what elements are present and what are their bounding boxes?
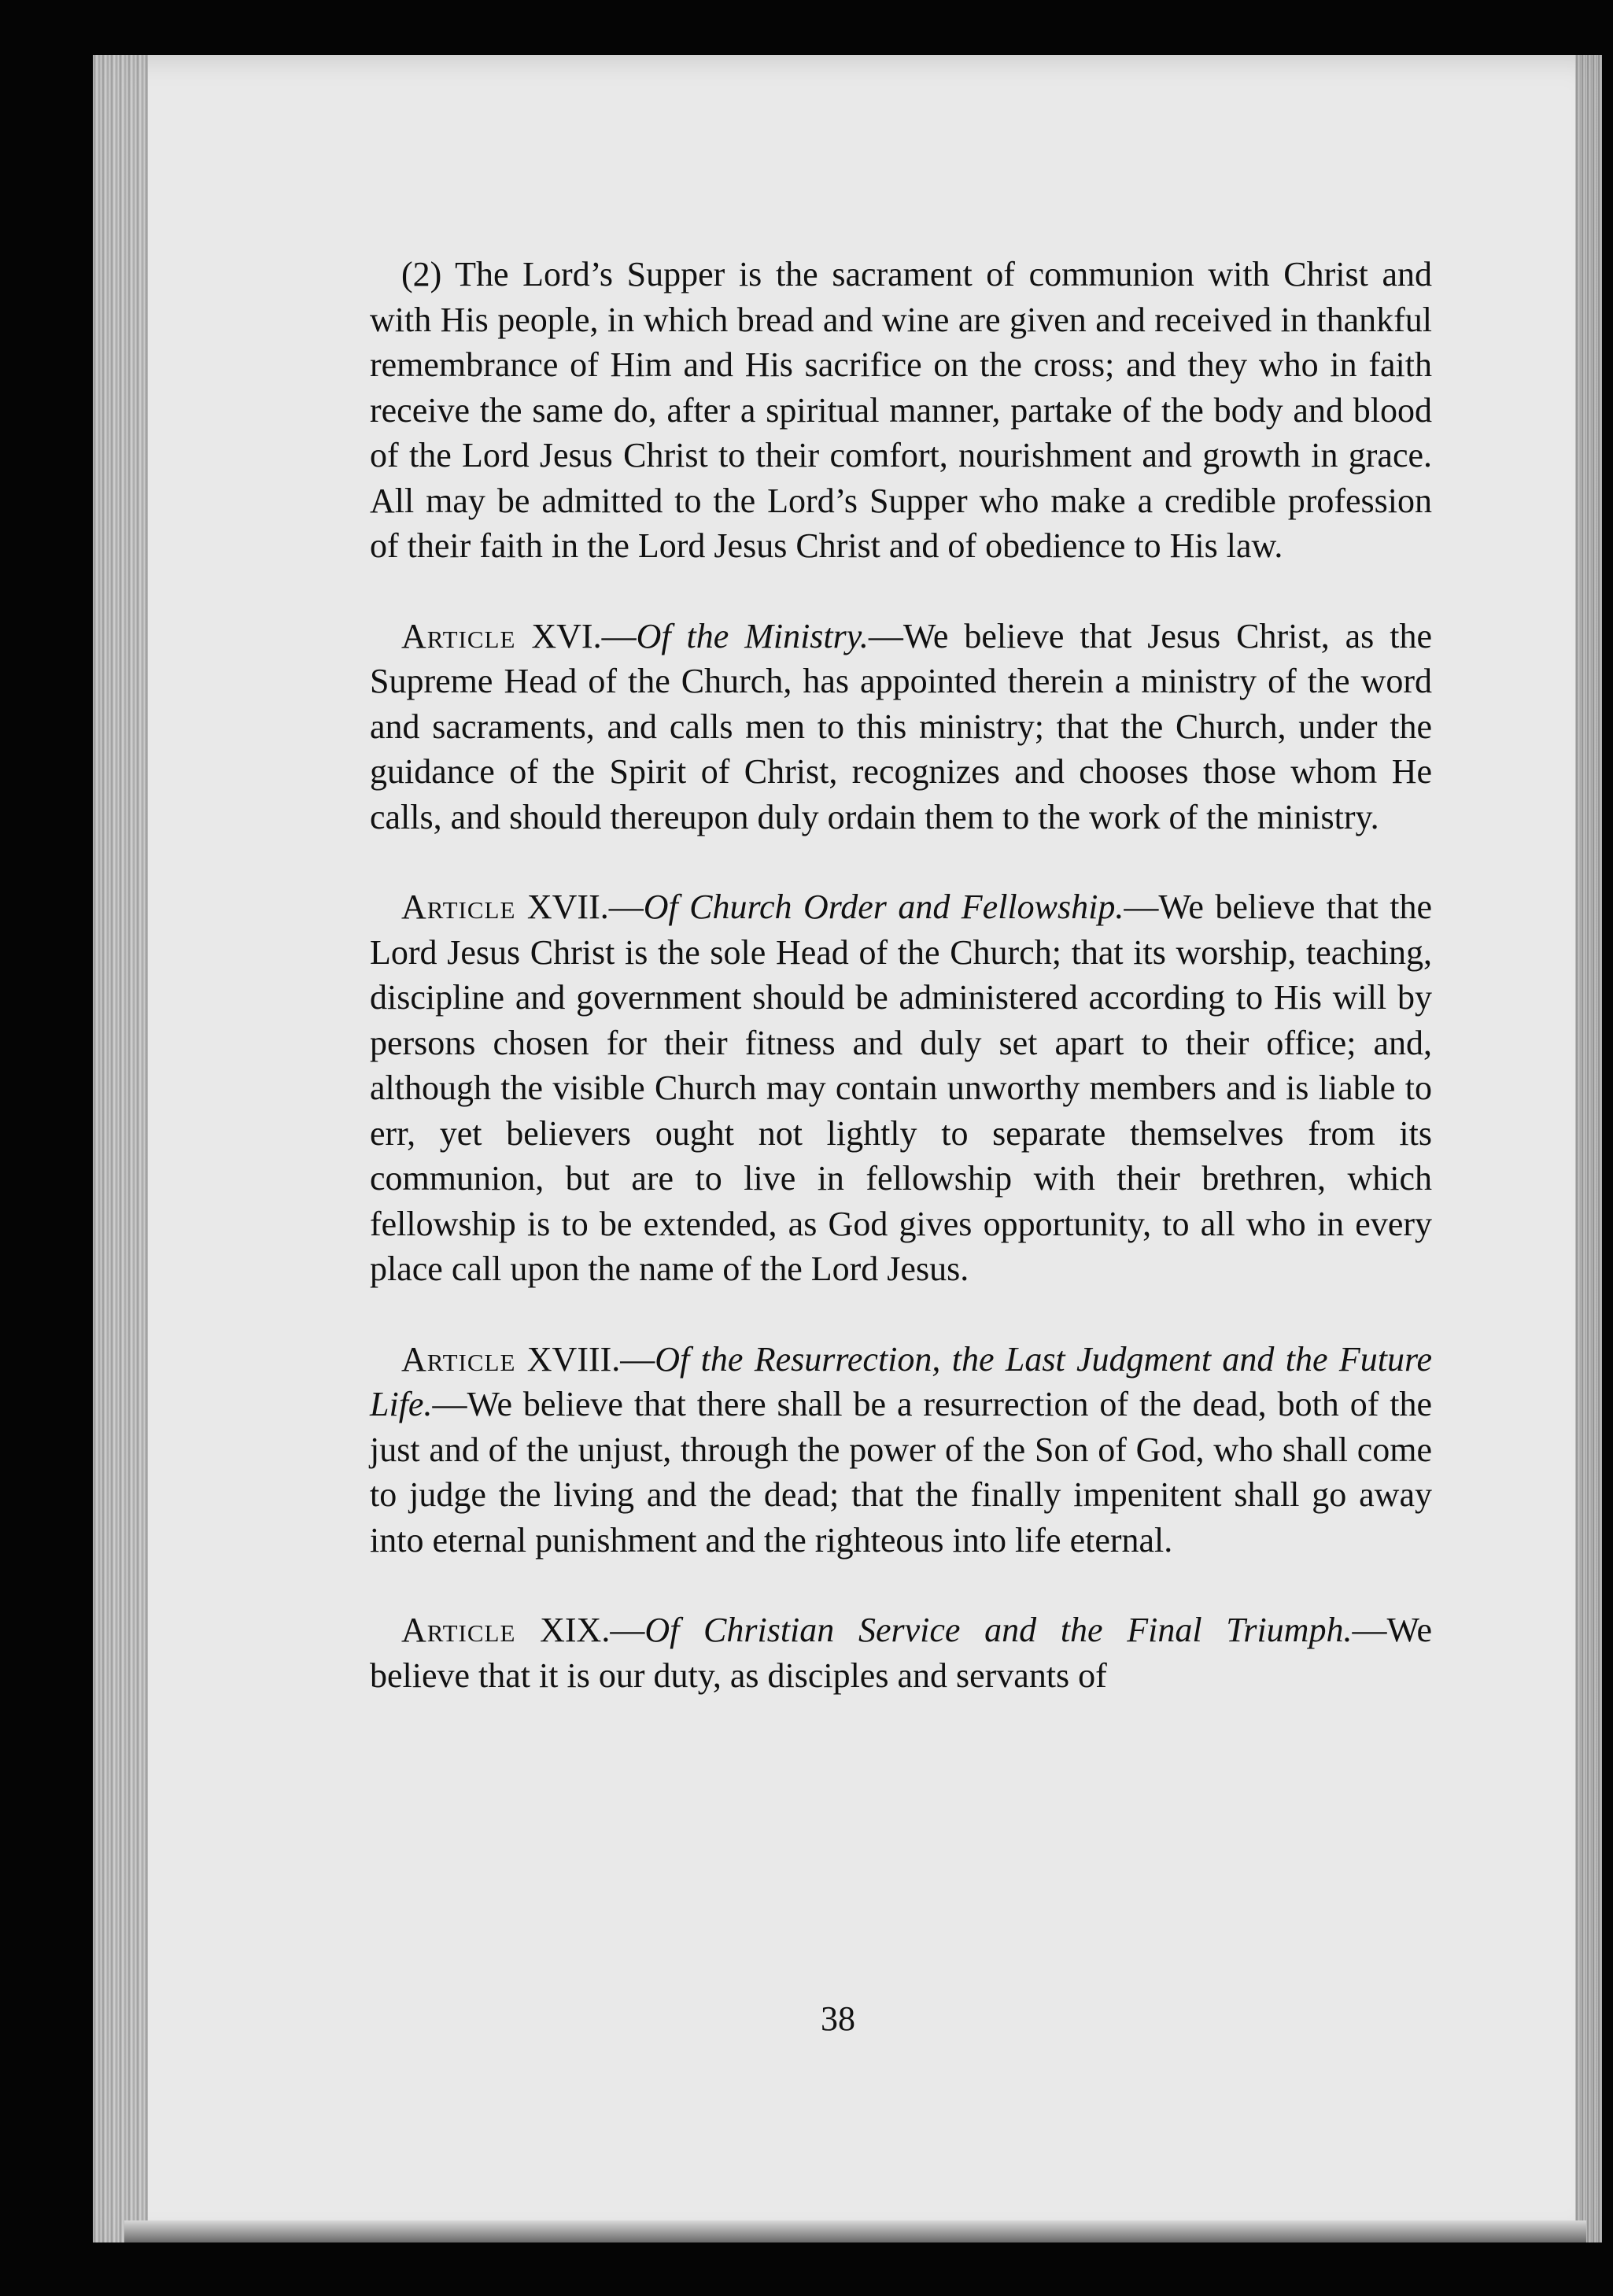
article-body: —We believe that there shall be a resurrection of the dead, both of the just and of the unjust, through the power of the Son of God, who shall come to judge the living and the dead; that the finally impenitent shall go away into eternal punishment and the righteous into life eternal. (370, 1385, 1432, 1560)
article-label: Article (401, 1339, 516, 1379)
article-label: Article (401, 616, 516, 655)
article-xvi (370, 614, 1432, 840)
article-body: —We believe that it is our duty, as disciples and servants of (370, 1611, 1433, 1695)
article-xviii (370, 1337, 1432, 1563)
article-numeral: XVIII. (526, 1339, 621, 1379)
article-body: —We believe that Jesus Christ, as the Supreme Head of the Church, has appointed therein a ministry of the word and sacraments, and calls men to this ministry; that the Church, under the guidance of the Spirit of Christ, recognizes and chooses those whom He calls, and should thereupon duly ordain them to the work of the ministry. (370, 616, 1432, 836)
article-title: Of Church Order and Fellowship. (643, 888, 1124, 926)
article-title: Of Christian Service and the Final Triumph. (644, 1611, 1353, 1649)
page-text (370, 252, 1432, 1698)
page-edge-bottom (124, 2220, 1586, 2242)
article-dash: — (608, 888, 644, 926)
page-edge-right (1575, 55, 1602, 2242)
article-xvii (370, 884, 1432, 1292)
article-dash: — (601, 616, 637, 655)
article-label: Article (401, 1611, 516, 1649)
article-dash: — (620, 1339, 655, 1379)
article-title: Of the Resurrection, the Last Judgment and the Future Life. (370, 1339, 1432, 1423)
article-numeral: XVII. (526, 888, 609, 926)
article-body: —We believe that the Lord Jesus Christ is the sole Head of the Church; that its worship, teaching, discipline and government should be administered according to His will by persons chosen for their fitness and duly set apart to their office; and, although the visible Church may contain unworthy members and is liable to err, yet believers ought not lightly to separate themselves from its communion, but are to live in fellowship with their brethren, which fellowship is to be extended, as God gives opportunity, to all who in every place call upon the name of the Lord Jesus. (370, 888, 1432, 1288)
article-numeral: XIX. (540, 1611, 611, 1649)
paragraph-lords-supper (370, 252, 1432, 569)
article-xix (370, 1608, 1432, 1698)
article-numeral: XVI. (531, 616, 602, 655)
article-dash: — (610, 1611, 645, 1649)
page-number: 38 (821, 1999, 855, 2038)
article-title: Of the Ministry. (636, 616, 869, 655)
page-edge-left (93, 55, 148, 2242)
paragraph-text: (2) The Lord’s Supper is the sacrament of communion with Christ and with His people, in which bread and wine are given and received in thankful remembrance of Him and His sacrifice on the cross; and they who in faith receive the same do, after a spiritual manner, partake of the body and blood of the Lord Jesus Christ to their comfort, nourishment and growth in grace. All may be admitted to the Lord’s Supper who make a credible profession of their faith in the Lord Jesus Christ and of obedience to His law. (370, 255, 1432, 565)
article-label: Article (401, 888, 516, 926)
